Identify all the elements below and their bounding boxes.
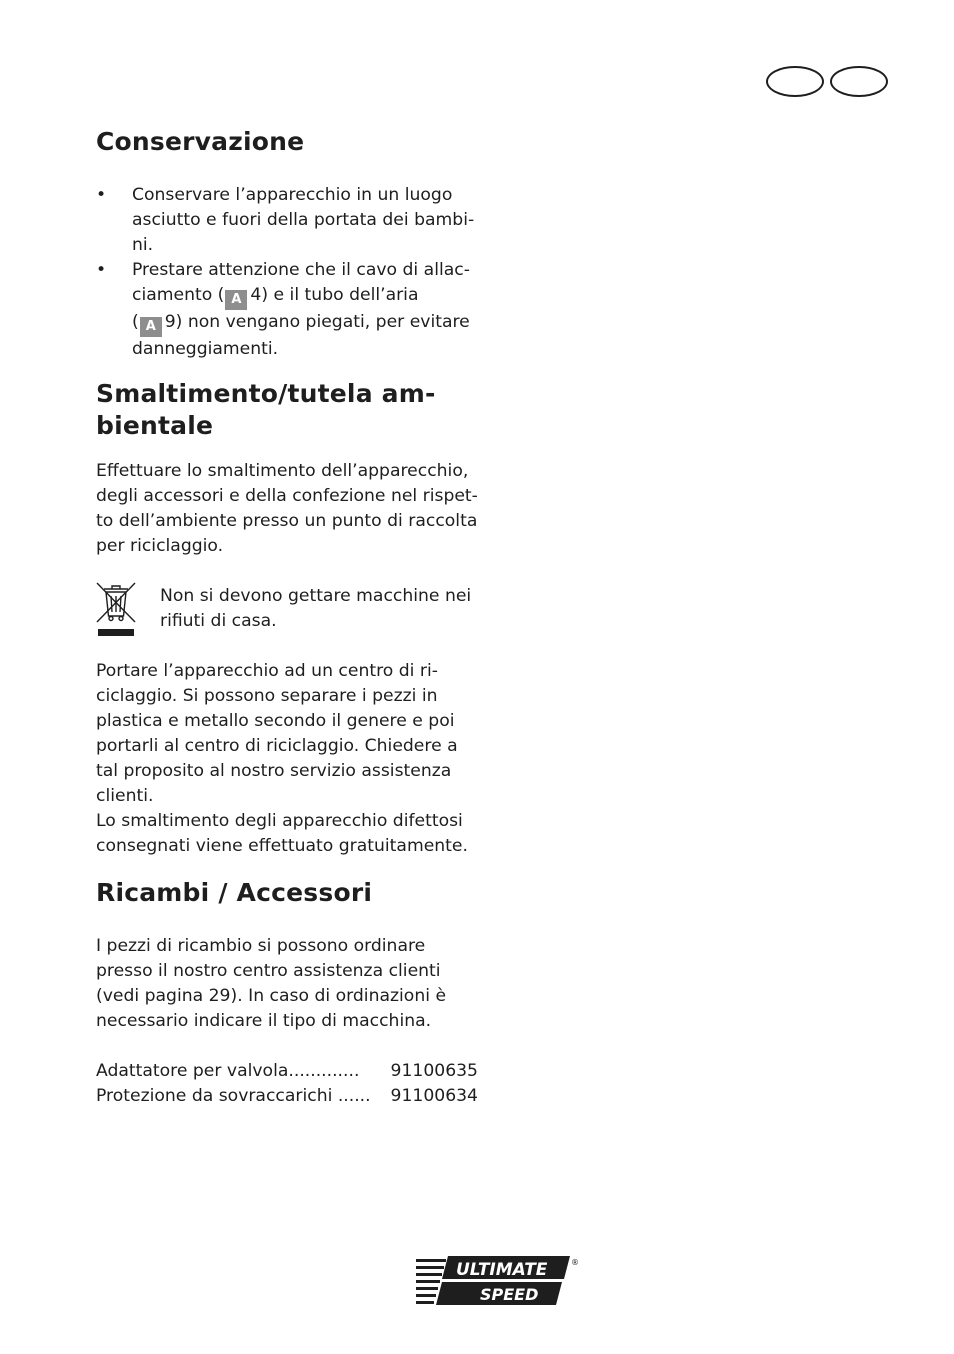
disposal-heading-line-1: Smaltimento/tutela am- (96, 379, 436, 408)
figure-a-ref-icon: A (225, 290, 247, 310)
bullet-dot: • (96, 185, 107, 205)
disposal-body: Portare l’apparecchio ad un centro di ri- ciclaggio. Si possono separare i pezzi in plastica e metallo secondo il genere e poi portarli al centro di riciclaggio. Chiedere a tal proposito al nostro servizio assistenza clienti. Lo smaltimento degli apparecchio difettosi consegnati viene effettuato gratuitamente. (96, 661, 468, 856)
parts-intro: I pezzi di ricambio si possono ordinare presso il nostro centro assistenza clienti (vedi pagina 29). In caso di ordinazioni è necessario indicare il tipo di macchina. (96, 936, 447, 1031)
storage-bullet-2: • Prestare attenzione che il cavo di allac- ciamento ( A 4) e il tubo dell’aria ( A 9) non vengano piegati, per evitare danneggiamenti. (96, 260, 470, 359)
section-storage (96, 126, 488, 158)
svg-text:SPEED: SPEED (480, 1285, 539, 1304)
parts-list-item: Protezione da sovraccarichi ...... 91100634 (96, 1084, 478, 1109)
language-badge (766, 66, 890, 100)
part-number: 91100634 (390, 1086, 478, 1106)
storage-bullet-1: • Conservare l’apparecchio in un luogo asciutto e fuori della portata dei bambi- ni. (96, 185, 475, 255)
storage-heading: Conservazione (96, 127, 305, 156)
ultimate-speed-logo (414, 1255, 580, 1307)
parts-list-item: Adattatore per valvola............. 91100635 (96, 1059, 478, 1084)
parts-list (96, 1059, 488, 1109)
part-number: 91100635 (390, 1061, 478, 1081)
svg-text:ULTIMATE: ULTIMATE (456, 1260, 548, 1280)
section-disposal (96, 378, 488, 442)
bullet-dot: • (96, 260, 107, 280)
parts-heading: Ricambi / Accessori (96, 878, 373, 907)
section-parts (96, 877, 488, 909)
storage-bullet-list (96, 183, 488, 362)
crossed-out-wheelie-bin-icon (96, 582, 136, 640)
disposal-intro: Effettuare lo smaltimento dell’apparecchio, degli accessori e della confezione nel rispet- to dell’ambiente presso un punto di raccolta per riciclaggio. (96, 461, 478, 556)
figure-a-ref-icon: A (140, 317, 162, 337)
weee-note: Non si devono gettare macchine nei rifiuti di casa. (160, 586, 472, 631)
language-badge-left-oval (766, 66, 824, 97)
disposal-heading-line-2: bientale (96, 411, 214, 440)
language-badge-right-oval (830, 66, 888, 97)
svg-text:®: ® (571, 1258, 579, 1267)
